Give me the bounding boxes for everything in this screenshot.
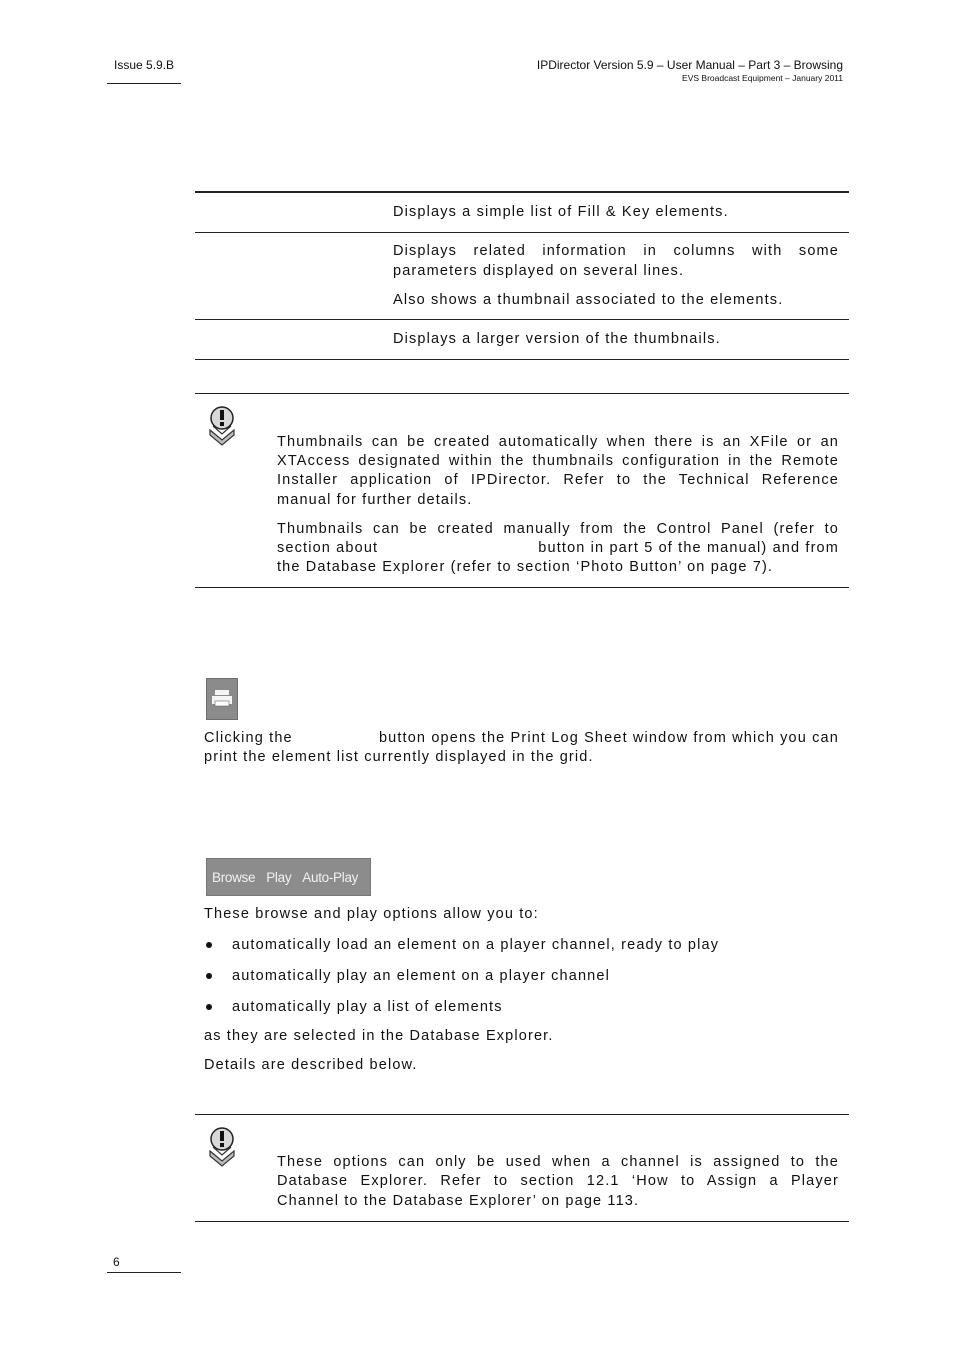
table-row-divider — [195, 232, 849, 233]
note1-line: XTAccess designated within the thumbnails configuration in the Remote — [277, 453, 839, 469]
header-subtitle: EVS Broadcast Equipment – January 2011 — [682, 73, 843, 83]
table-row-3-desc: Displays a larger version of the thumbnails. — [393, 331, 721, 347]
header-rule — [107, 83, 181, 84]
printer-icon — [207, 679, 237, 719]
note1-line: section about — [277, 540, 379, 556]
browse-after-2: Details are described below. — [204, 1057, 418, 1073]
bullet — [206, 1004, 212, 1010]
browse-after-1: as they are selected in the Database Explorer. — [204, 1028, 554, 1044]
note-icon — [205, 404, 239, 446]
note-top-rule — [195, 1114, 849, 1115]
table-row-2-desc-line1: Displays related information in columns with some — [393, 243, 839, 259]
header-title: IPDirector Version 5.9 – User Manual – Part 3 – Browsing — [536, 58, 843, 72]
bullet — [206, 973, 212, 979]
issue-label: Issue 5.9.B — [114, 58, 175, 72]
print-text-line2: print the element list currently displayed in the grid. — [204, 749, 594, 765]
note1-line: button in part 5 of the manual) and from — [538, 540, 839, 556]
note-icon — [205, 1125, 239, 1167]
note1-line: Installer application of IPDirector. Refer to the Technical Reference — [277, 472, 839, 488]
browse-intro: These browse and play options allow you to: — [204, 906, 539, 922]
table-row-divider — [195, 319, 849, 320]
browse-button[interactable]: Browse — [212, 869, 256, 885]
note1-line: manual for further details. — [277, 492, 473, 508]
print-text-a: Clicking the — [204, 730, 293, 746]
note1-line: Thumbnails can be created manually from the Control Panel (refer to — [277, 521, 839, 537]
browse-play-toolbar — [206, 858, 371, 896]
note1-line: Thumbnails can be created automatically when there is an XFile or an — [277, 434, 839, 450]
note1-line: the Database Explorer (refer to section ‘Photo Button’ on page 7). — [277, 559, 774, 575]
table-top-rule — [195, 191, 849, 193]
table-row-1-desc: Displays a simple list of Fill & Key elements. — [393, 204, 729, 220]
note-bottom-rule — [195, 1221, 849, 1222]
print-button[interactable] — [206, 678, 238, 720]
table-row-2-desc-line2: parameters displayed on several lines. — [393, 263, 685, 279]
footer-rule — [107, 1272, 181, 1273]
bullet — [206, 942, 212, 948]
note2-line: Channel to the Database Explorer’ on page 113. — [277, 1193, 640, 1209]
note-top-rule — [195, 393, 849, 394]
note2-line: These options can only be used when a channel is assigned to the — [277, 1154, 839, 1170]
note2-line: Database Explorer. Refer to section 12.1 ‘How to Assign a Player — [277, 1173, 839, 1189]
table-row-2-extra: Also shows a thumbnail associated to the elements. — [393, 292, 784, 308]
bullet-item: automatically play an element on a player channel — [232, 968, 610, 984]
play-button[interactable]: Play — [266, 869, 292, 885]
table-bottom-rule — [195, 359, 849, 360]
page-number: 6 — [113, 1255, 120, 1269]
bullet-item: automatically play a list of elements — [232, 999, 503, 1015]
print-text-b: button opens the Print Log Sheet window from which you can — [378, 730, 839, 746]
note-bottom-rule — [195, 587, 849, 588]
auto-play-button[interactable]: Auto-Play — [302, 869, 359, 885]
bullet-item: automatically load an element on a player channel, ready to play — [232, 937, 720, 953]
